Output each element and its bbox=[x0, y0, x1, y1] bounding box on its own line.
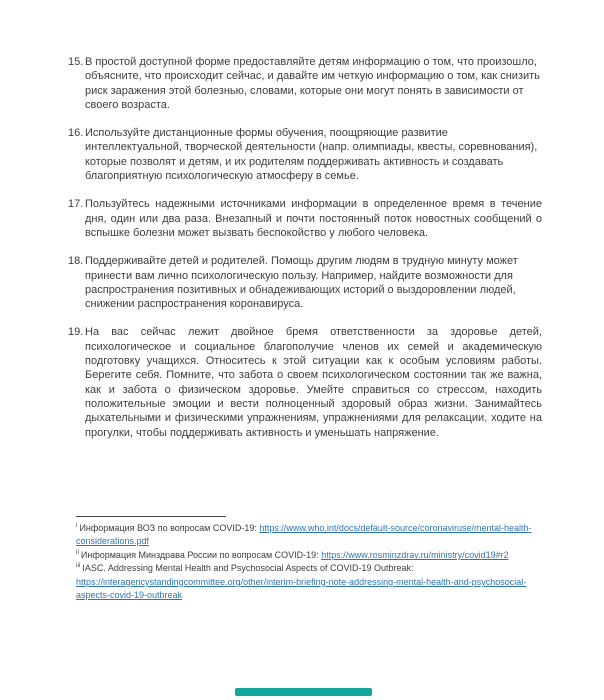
list-item-text: Поддерживайте детей и родителей. Помощь другим людям в трудную минуту может принести вам лично психологическую пользу. Например, найдите возможности для распространения позитивных и обнадеживающих историй о выздоровлении людей, снижении распространения коронавируса. bbox=[85, 255, 518, 311]
footnote-text: Информация Минздрава России по вопросам COVID-19: bbox=[80, 549, 319, 560]
list-item-number: 19. bbox=[68, 326, 84, 339]
footnote-marker: iii bbox=[76, 562, 81, 570]
list-item bbox=[68, 197, 542, 240]
footnote-text: IASC. Addressing Mental Health and Psychosocial Aspects of COVID-19 Outbreak: bbox=[82, 563, 414, 574]
list-item-number: 15. bbox=[68, 56, 84, 68]
footer-accent-bar bbox=[235, 688, 372, 696]
list-item-number: 16. bbox=[68, 127, 84, 140]
footnotes-section bbox=[76, 516, 538, 603]
list-item-text: Пользуйтесь надежными источниками информации в определенное время в течение дня, один или два раза. Внезапный и почти постоянный поток новостных сообщений о вспышке болезни может вызвать беспокойство у любого человека. bbox=[85, 198, 542, 239]
list-item bbox=[68, 254, 542, 311]
footnote bbox=[76, 549, 538, 563]
list-item-text: В простой доступной форме предоставляйте детям информацию о том, что произошло, объясните, что происходит сейчас, и давайте им четкую информацию о том, как снизить риск заражения этой болезнью, словами, которые они могут понять в зависимости от своего возраста. bbox=[85, 56, 540, 111]
footnote-link[interactable]: https://www.rosminzdrav.ru/ministry/covid19#r2 bbox=[321, 549, 509, 560]
list-item bbox=[68, 325, 542, 439]
footnote-marker: ii bbox=[76, 548, 79, 556]
list-item-text: На вас сейчас лежит двойное бремя ответственности за здоровье детей, психологическое и социальное благополучие членов их семей и академическую подготовку учащихся. Относитесь к этой ситуации как к особым условиям работы. Берегите себя. Помните, что забота о своем психологическом состоянии так же важна, как и забота о физическом здоровье. Умейте справиться со стрессом, находить положительные эмоции и вести полноценный здоровый образ жизни. Занимайтесь дыхательными и физическими упражнениям, упражнениями для релаксации, ходите на прогулки, чтобы поддерживать активность и уменьшать напряжение. bbox=[85, 326, 542, 439]
footnote-link[interactable]: https://www.who.int/docs/default-source/coronaviruse/mental-health-considerations.pdf bbox=[76, 522, 532, 547]
footnote-text: Информация ВОЗ по вопросам COVID-19: bbox=[79, 522, 257, 533]
document-page bbox=[68, 55, 542, 603]
list-item bbox=[68, 55, 542, 112]
footnote-marker: i bbox=[76, 521, 78, 529]
list-item-number: 18. bbox=[68, 255, 84, 268]
footnote-link[interactable]: https://interagencystandingcommittee.org/other/interim-briefing-note-addressing-mental-health-and-psychosocial-aspects-covid-19-outbreak bbox=[76, 576, 527, 601]
list-item bbox=[68, 126, 542, 183]
list-item-text: Используйте дистанционные формы обучения, поощряющие развитие интеллектуальной, творческой деятельности (напр. олимпиады, квесты, соревнования), которые позволят и детям, и их родителям поддерживать активность и создавать благоприятную психологическую атмосферу в семье. bbox=[85, 127, 538, 183]
footnote-separator bbox=[76, 516, 226, 517]
footnote bbox=[76, 522, 538, 549]
footnote bbox=[76, 562, 538, 603]
list-item-number: 17. bbox=[68, 198, 84, 211]
